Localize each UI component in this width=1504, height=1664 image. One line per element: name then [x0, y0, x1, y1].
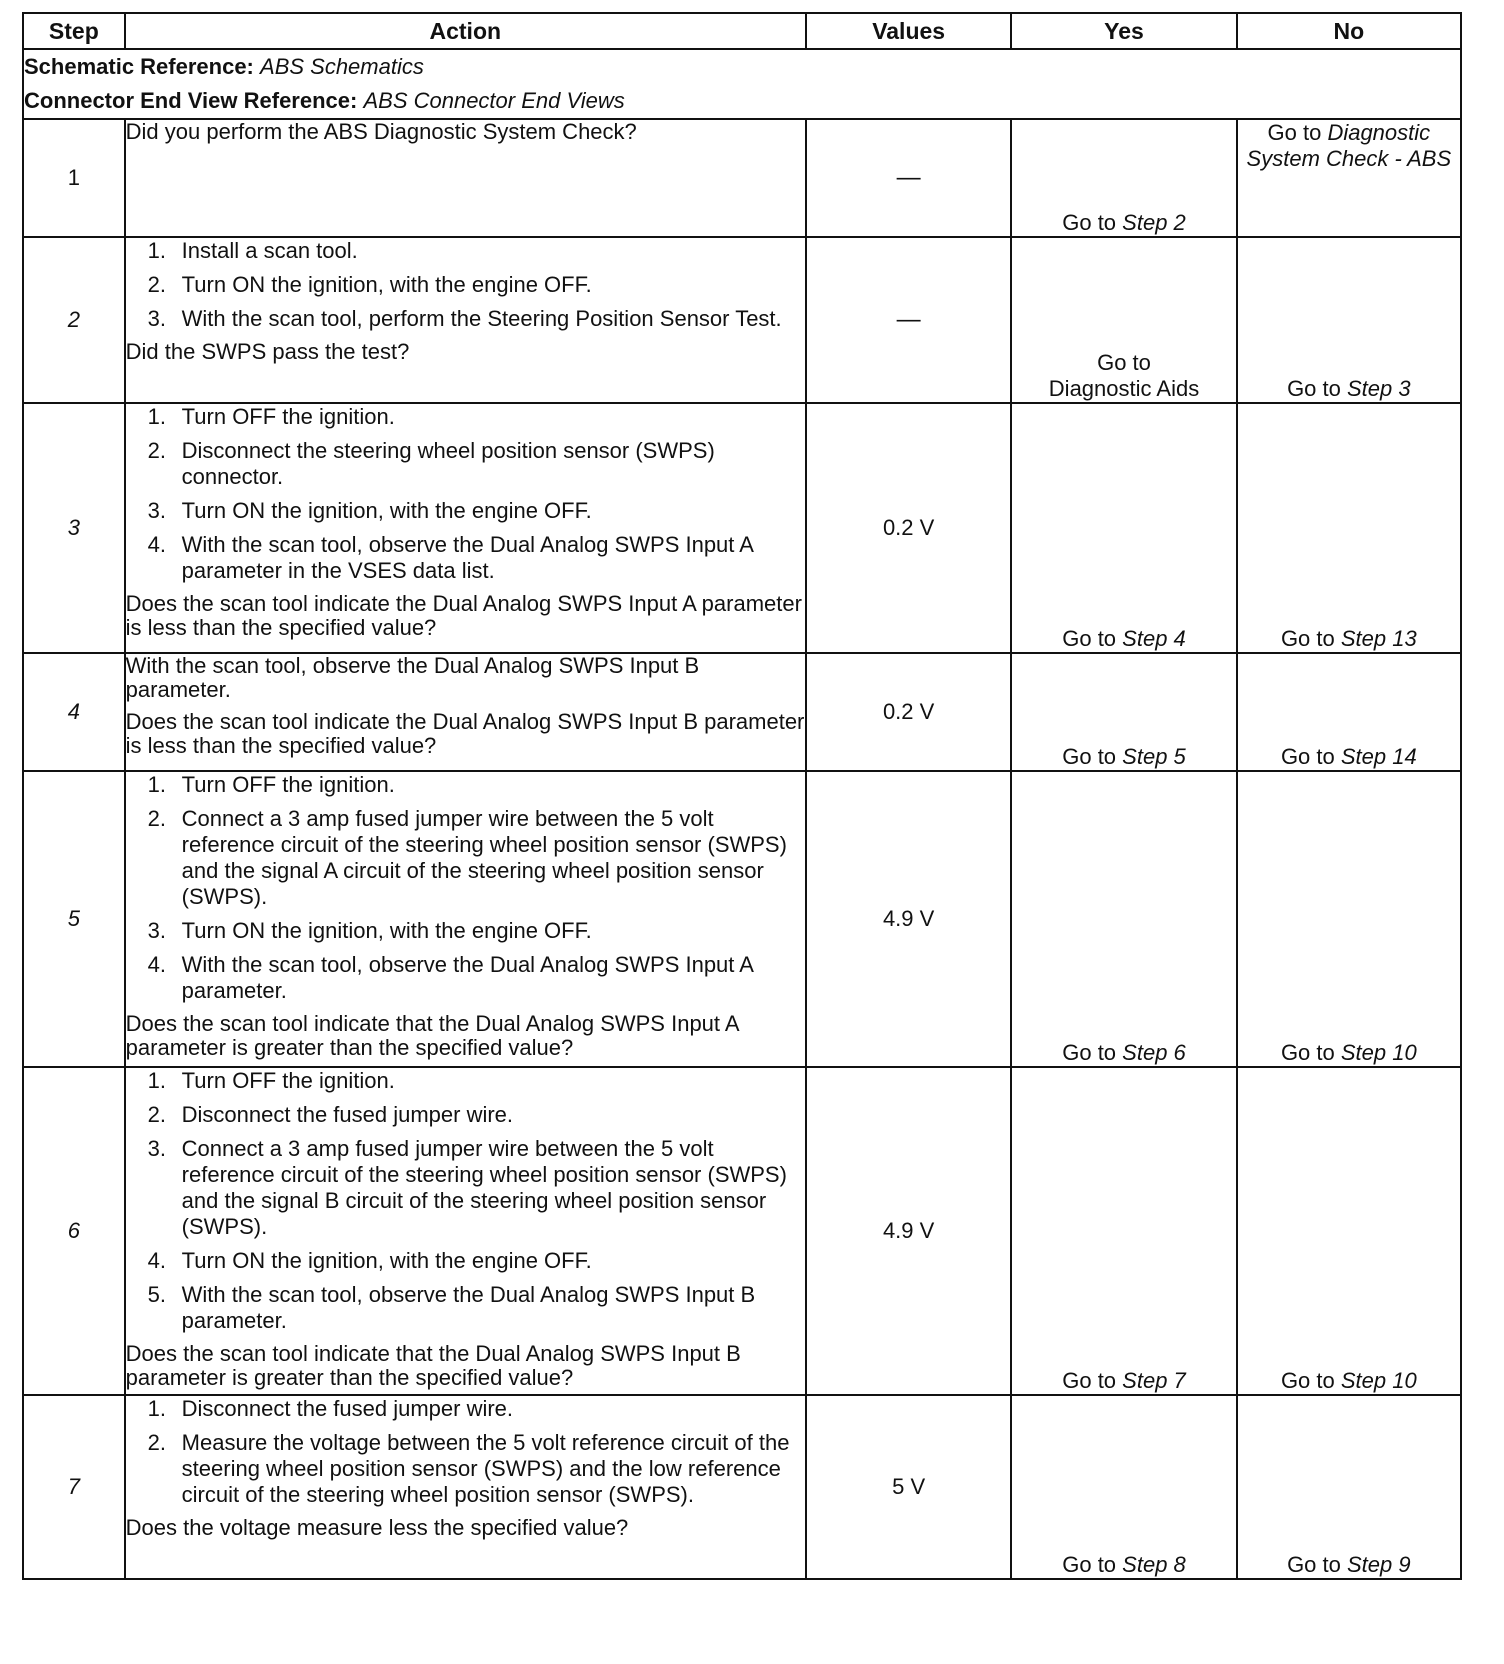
- no-link[interactable]: Step 9: [1347, 1552, 1411, 1577]
- step-number: 7: [23, 1395, 125, 1579]
- step-action: [125, 119, 806, 237]
- yes-link[interactable]: Step 6: [1122, 1040, 1186, 1065]
- column-header-yes: Yes: [1011, 13, 1236, 49]
- table-row: [23, 237, 1461, 403]
- list-item: 4. With the scan tool, observe the Dual Analog SWPS Input A parameter.: [147, 952, 753, 1003]
- yes-action[interactable]: Go to Step 2: [1011, 119, 1236, 237]
- yes-link[interactable]: Step 8: [1122, 1552, 1186, 1577]
- step-instructions: [126, 404, 805, 584]
- step-number: 4: [23, 653, 125, 771]
- step-question: Does the scan tool indicate the Dual Analog SWPS Input B parameter is less than the specified value?: [125, 709, 805, 758]
- step-question: Did the SWPS pass the test?: [125, 339, 410, 364]
- list-item: 1. Install a scan tool.: [147, 238, 358, 263]
- step-instructions: [126, 1396, 805, 1508]
- step-question: Does the voltage measure less the specified value?: [125, 1515, 629, 1540]
- connector-reference: [23, 84, 1461, 119]
- no-action[interactable]: Go to Step 9: [1237, 1395, 1461, 1579]
- header-row: [23, 13, 1461, 49]
- yes-link[interactable]: Step 5: [1122, 744, 1186, 769]
- step-number: 2: [23, 237, 125, 403]
- list-item: 4. With the scan tool, observe the Dual Analog SWPS Input A parameter in the VSES data list.: [147, 532, 753, 583]
- list-item: 2. Disconnect the fused jumper wire.: [147, 1102, 514, 1127]
- step-question: Does the scan tool indicate that the Dual Analog SWPS Input B parameter is greater than the specified value?: [125, 1341, 741, 1390]
- no-link[interactable]: Step 10: [1340, 1040, 1417, 1065]
- step-intro: With the scan tool, observe the Dual Analog SWPS Input B parameter.: [125, 653, 700, 702]
- no-link[interactable]: Step 3: [1347, 376, 1411, 401]
- table-row: [23, 653, 1461, 771]
- no-link[interactable]: Diagnostic System Check - ABS: [1246, 120, 1452, 171]
- list-item: 1. Turn OFF the ignition.: [147, 1068, 395, 1093]
- step-action: [125, 237, 806, 403]
- step-value: —: [806, 237, 1011, 403]
- schematic-reference-label: Schematic Reference:: [24, 54, 254, 79]
- no-link[interactable]: Step 13: [1340, 626, 1417, 651]
- step-action: [125, 653, 806, 771]
- table-row: [23, 1395, 1461, 1579]
- list-item: 3. Turn ON the ignition, with the engine OFF.: [147, 918, 592, 943]
- yes-link[interactable]: Diagnostic Aids: [1048, 376, 1200, 401]
- yes-link[interactable]: Step 4: [1122, 626, 1186, 651]
- yes-action[interactable]: Go to Step 4: [1011, 403, 1236, 653]
- no-action[interactable]: Go to Step 10: [1237, 1067, 1461, 1395]
- step-action: [125, 1067, 806, 1395]
- step-value: 4.9 V: [806, 771, 1011, 1067]
- step-instructions: [126, 238, 805, 332]
- table-row: [23, 771, 1461, 1067]
- list-item: 2. Connect a 3 amp fused jumper wire between the 5 volt reference circuit of the steering wheel position sensor (SWPS) and the signal A circuit of the steering wheel position sensor (SWPS).: [147, 806, 787, 909]
- connector-reference-label: Connector End View Reference:: [24, 88, 358, 113]
- step-value: 0.2 V: [806, 403, 1011, 653]
- list-item: 3. Turn ON the ignition, with the engine OFF.: [147, 498, 592, 523]
- step-instructions: [126, 772, 805, 1004]
- step-number: 3: [23, 403, 125, 653]
- yes-link[interactable]: Step 2: [1122, 210, 1186, 235]
- step-instructions: [126, 1068, 805, 1334]
- no-action[interactable]: Go to Step 14: [1237, 653, 1461, 771]
- no-action[interactable]: Go to Diagnostic System Check - ABS: [1237, 119, 1461, 237]
- step-value: 0.2 V: [806, 653, 1011, 771]
- column-header-values: Values: [806, 13, 1011, 49]
- yes-action[interactable]: Go to Step 7: [1011, 1067, 1236, 1395]
- list-item: 1. Disconnect the fused jumper wire.: [147, 1396, 514, 1421]
- yes-action[interactable]: Go to Diagnostic Aids: [1011, 237, 1236, 403]
- step-value: 5 V: [806, 1395, 1011, 1579]
- schematic-reference-link[interactable]: ABS Schematics: [260, 54, 424, 79]
- step-action: [125, 403, 806, 653]
- list-item: 2. Measure the voltage between the 5 volt reference circuit of the steering wheel position sensor (SWPS) and the low reference circuit of the steering wheel position sensor (SWPS).: [147, 1430, 790, 1507]
- column-header-step: Step: [23, 13, 125, 49]
- no-action[interactable]: Go to Step 13: [1237, 403, 1461, 653]
- table-row: [23, 119, 1461, 237]
- step-number: 6: [23, 1067, 125, 1395]
- column-header-no: No: [1237, 13, 1461, 49]
- no-link[interactable]: Step 14: [1340, 744, 1417, 769]
- list-item: 5. With the scan tool, observe the Dual Analog SWPS Input B parameter.: [147, 1282, 756, 1333]
- no-action[interactable]: Go to Step 3: [1237, 237, 1461, 403]
- schematic-reference-row: [23, 49, 1461, 84]
- table-row: [23, 403, 1461, 653]
- yes-action[interactable]: Go to Step 6: [1011, 771, 1236, 1067]
- schematic-reference: [23, 49, 1461, 84]
- connector-reference-link[interactable]: ABS Connector End Views: [363, 88, 625, 113]
- list-item: 2. Disconnect the steering wheel position sensor (SWPS) connector.: [147, 438, 715, 489]
- step-action: [125, 1395, 806, 1579]
- step-number: 5: [23, 771, 125, 1067]
- no-action[interactable]: Go to Step 10: [1237, 771, 1461, 1067]
- step-action: [125, 771, 806, 1067]
- yes-link[interactable]: Step 7: [1122, 1368, 1186, 1393]
- yes-action[interactable]: Go to Step 5: [1011, 653, 1236, 771]
- list-item: 2. Turn ON the ignition, with the engine OFF.: [147, 272, 592, 297]
- list-item: 1. Turn OFF the ignition.: [147, 404, 395, 429]
- step-number: 1: [23, 119, 125, 237]
- list-item: 1. Turn OFF the ignition.: [147, 772, 395, 797]
- table-row: [23, 1067, 1461, 1395]
- yes-action[interactable]: Go to Step 8: [1011, 1395, 1236, 1579]
- step-question: Does the scan tool indicate the Dual Analog SWPS Input A parameter is less than the specified value?: [125, 591, 802, 640]
- diagnostic-table-sheet: [22, 12, 1462, 1580]
- step-value: —: [806, 119, 1011, 237]
- step-question: Did you perform the ABS Diagnostic System Check?: [125, 119, 637, 144]
- step-question: Does the scan tool indicate that the Dual Analog SWPS Input A parameter is greater than the specified value?: [125, 1011, 739, 1060]
- list-item: 3. Connect a 3 amp fused jumper wire between the 5 volt reference circuit of the steering wheel position sensor (SWPS) and the signal B circuit of the steering wheel position sensor (SWPS).: [147, 1136, 787, 1239]
- list-item: 3. With the scan tool, perform the Steering Position Sensor Test.: [147, 306, 782, 331]
- no-link[interactable]: Step 10: [1340, 1368, 1417, 1393]
- connector-reference-row: [23, 84, 1461, 119]
- diagnostic-table: [22, 12, 1462, 1580]
- column-header-action: Action: [125, 13, 806, 49]
- step-value: 4.9 V: [806, 1067, 1011, 1395]
- list-item: 4. Turn ON the ignition, with the engine OFF.: [147, 1248, 592, 1273]
